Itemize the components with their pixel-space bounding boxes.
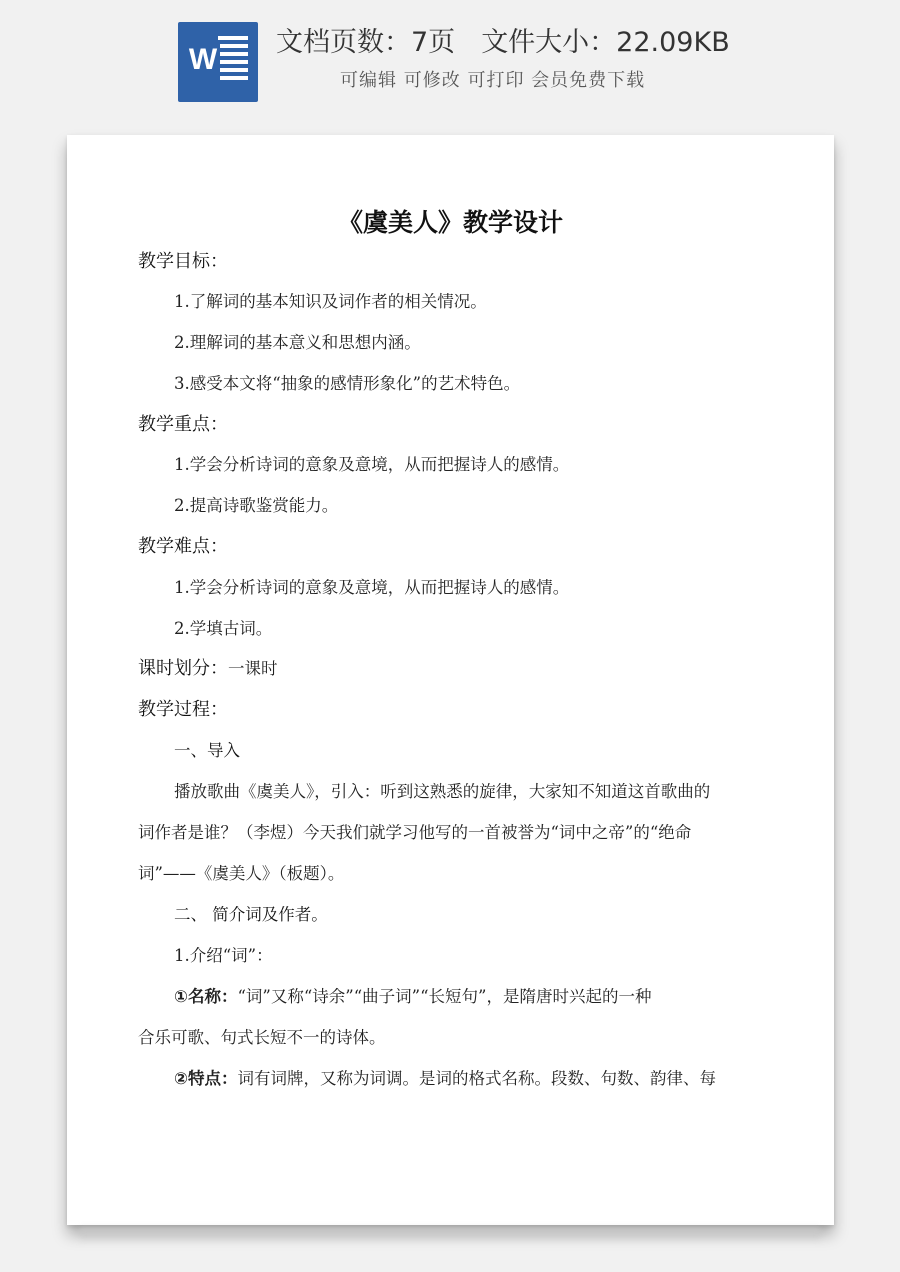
section-intro-title: 一、导入 xyxy=(174,741,240,760)
objective-item: 3.感受本文将“抽象的感情形象化”的艺术特色。 xyxy=(174,374,521,393)
page-count-label: 文档页数：7页 xyxy=(276,27,456,58)
schedule-line xyxy=(138,658,278,680)
document-title: 《虞美人》教学设计 xyxy=(337,208,563,237)
difficulty-item: 1.学会分析诗词的意象及意境，从而把握诗人的感情。 xyxy=(174,578,570,597)
key-point-item: 1.学会分析诗词的意象及意境，从而把握诗人的感情。 xyxy=(174,455,570,474)
intro-ci-label: 1.介绍“词”： xyxy=(174,946,273,965)
section-intro-line: 播放歌曲《虞美人》，引入：听到这熟悉的旋律，大家知不知道这首歌曲的 xyxy=(174,782,711,801)
file-size-label: 文件大小：22.09KB xyxy=(481,27,730,58)
difficulty-item: 2.学填古词。 xyxy=(174,619,273,638)
page-shadow xyxy=(80,1228,820,1242)
document-stats xyxy=(276,20,796,59)
name-paragraph-line: 合乐可歌、句式长短不一的诗体。 xyxy=(138,1028,386,1047)
name-label: ①名称： xyxy=(174,987,238,1006)
process-heading: 教学过程： xyxy=(138,699,228,720)
schedule-heading: 课时划分： xyxy=(138,658,228,679)
page-lines-icon xyxy=(218,36,248,86)
word-logo-letter: W xyxy=(186,40,220,80)
key-point-item: 2.提高诗歌鉴赏能力。 xyxy=(174,496,339,515)
difficulties-heading: 教学难点： xyxy=(138,536,228,557)
objective-item: 1.了解词的基本知识及词作者的相关情况。 xyxy=(174,292,487,311)
feature-text: 词有词牌，又称为词调。是词的格式名称。段数、句数、韵律、每 xyxy=(237,1069,716,1088)
objectives-heading: 教学目标： xyxy=(138,251,228,272)
feature-paragraph-line xyxy=(174,1068,716,1090)
schedule-value: 一课时 xyxy=(228,659,278,678)
document-page xyxy=(67,135,834,1225)
key-points-heading: 教学重点： xyxy=(138,414,228,435)
feature-label: ②特点： xyxy=(174,1069,238,1088)
section-intro-line: 词作者是谁？（李煜）今天我们就学习他写的一首被誉为“词中之帝”的“绝命 xyxy=(138,823,692,842)
section-intro-line: 词”——《虞美人》（板题）。 xyxy=(138,864,345,883)
name-paragraph-line xyxy=(174,986,651,1008)
document-info-header xyxy=(0,0,900,115)
document-features: 可编辑 可修改 可打印 会员免费下载 xyxy=(340,70,646,91)
name-text: “词”又称“诗余”“曲子词”“长短句”，是隋唐时兴起的一种 xyxy=(237,987,652,1006)
objective-item: 2.理解词的基本意义和思想内涵。 xyxy=(174,333,421,352)
section-author-title: 二、 简介词及作者。 xyxy=(174,905,328,924)
word-document-icon xyxy=(178,22,258,102)
